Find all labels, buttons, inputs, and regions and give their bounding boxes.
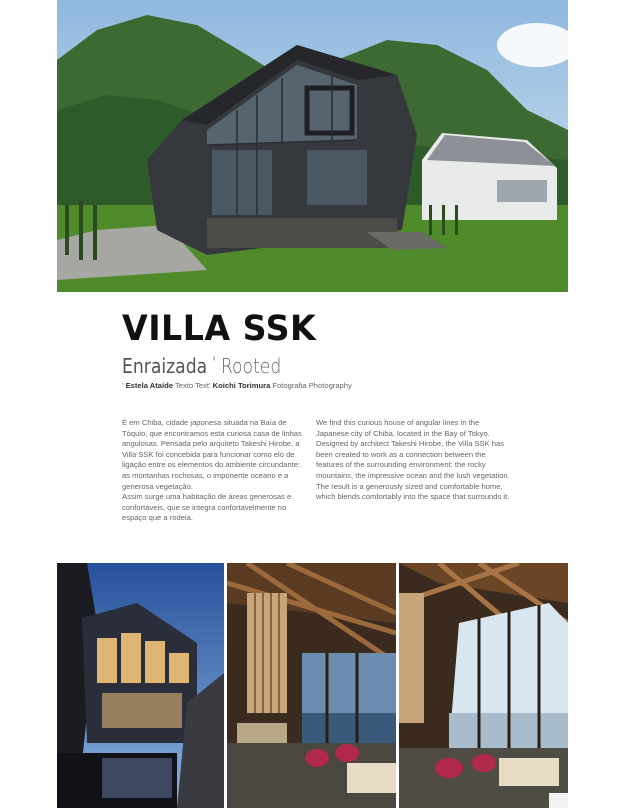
body-en-paragraph: The result is a generously sized and comfortable home, which blends comfortably into the space that surrounds it.	[316, 481, 510, 502]
body-column-portuguese	[122, 418, 310, 524]
body-column-english	[316, 418, 512, 503]
credit-mark-2: '	[209, 381, 211, 390]
article-credits	[122, 381, 352, 390]
author-role: Texto Text	[174, 381, 210, 390]
body-en-paragraph: We find this curious house of angular lines in the Japanese city of Chiba, located in the Bay of Tokyo. Designed by architect Takeshi Hirobe, the Villa SSK has been created to work as a connection between the features of the surrounding environment: the rocky mountains, the impressive ocean and the lush vegetation.	[316, 418, 510, 480]
subtitle-en: Rooted	[220, 354, 282, 378]
subtitle-separator: '	[212, 355, 216, 371]
article-title: VILLA SSK	[122, 309, 317, 349]
credit-mark-1: '	[122, 381, 124, 390]
photo-night-exterior	[57, 563, 224, 808]
hero-photo-villa-exterior	[57, 0, 568, 292]
article-subtitle	[122, 350, 281, 379]
subtitle-pt: Enraizada	[122, 354, 208, 378]
photo-interior-lounge	[399, 563, 568, 808]
photographer-name: Koichi Torimura	[212, 381, 271, 390]
photographer-role: Fotografia Photography	[272, 381, 352, 390]
author-name: Estela Ataíde	[125, 381, 173, 390]
body-pt-paragraph: Assim surge uma habitação de áreas generosas e confortáveis, que se integra confortavelmente no espaço que a rodeia.	[122, 492, 292, 523]
photo-interior-living	[227, 563, 396, 808]
body-pt-paragraph: É em Chiba, cidade japonesa situada na Baía de Tóquio, que encontramos esta curiosa casa de linhas angulosas. Pensada pelo arquiteto Takeshi Hirobe, a Villa SSK foi concebida para funcionar como elo de ligação entre os elementos do ambiente circundante: as montanhas rochosas, o imponente oceano e a generosa vegetação.	[122, 418, 302, 491]
